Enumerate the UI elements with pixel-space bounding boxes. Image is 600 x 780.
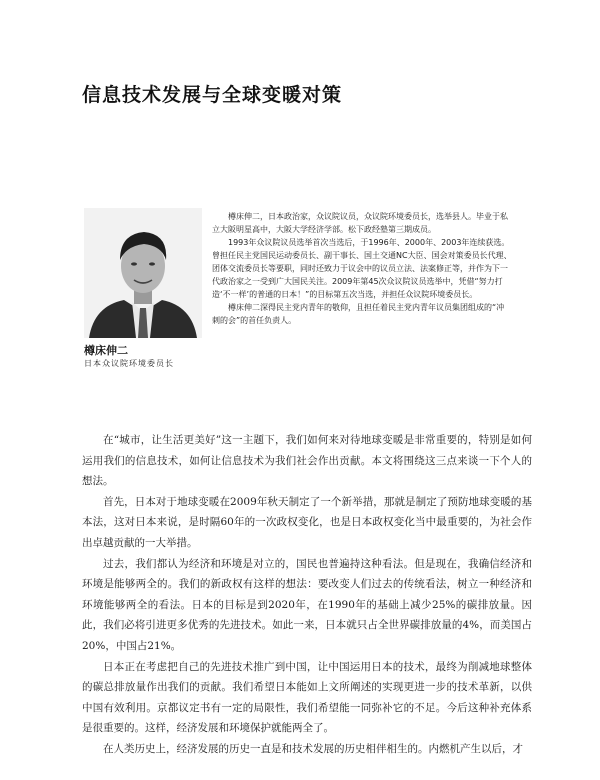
bio-paragraph: 樽床伸二深得民主党内青年的敬仰，且担任着民主党内青年议员集团组成的“冲刺的会”的首任负责人。 xyxy=(212,303,505,325)
author-portrait-image xyxy=(84,208,202,338)
body-paragraph: 日本正在考虑把自己的先进技术推广到中国，让中国运用日本的技术，最终为削减地球整体的碳总排放量作出我们的贡献。我们希望日本能如上文所阐述的实现更进一步的技术革新，以供中国有效利用。京都议定书有一定的局限性，我们希望能一同弥补它的不足。今后这种补充体系是很重要的。这样，经济发展和环境保护就能两全了。 xyxy=(82,660,532,735)
author-name: 樽床伸二 xyxy=(84,344,128,357)
article-body xyxy=(82,430,532,760)
body-paragraph: 首先，日本对于地球变暖在2009年秋天制定了一个新举措，那就是制定了预防地球变暖的基本法，这对日本来说，是时隔60年的一次政权变化，也是日本政权变化当中最重要的，为社会作出卓越贡献的一大举措。 xyxy=(82,495,532,549)
author-photo xyxy=(84,208,202,338)
bio-paragraph: 1993年众议院议员选举首次当选后，于1996年、2000年、2003年连续获选。曾担任民主党国民运动委员长、副干事长、国土交通NC大臣、国会对策委员长代理、团体交流委员长等要职，同时还致力于议会中的议员立法、法案修正等，并作为下一代政治家之一受到广大国民关注。2009年第45次众议院议员选举中，凭借“努力打造‘不一样’的普通的日本！”的目标第五次当选，并担任众议院环境委员长。 xyxy=(212,238,512,299)
article-title: 信息技术发展与全球变暖对策 xyxy=(82,84,343,106)
body-paragraph: 在“城市，让生活更美好”这一主题下，我们如何来对待地球变暖是非常重要的，特别是如何运用我们的信息技术，如何让信息技术为我们社会作出贡献。本文将围绕这三点来谈一下个人的想法。 xyxy=(82,434,532,488)
body-paragraph: 过去，我们都认为经济和环境是对立的，国民也普遍持这种看法。但是现在，我确信经济和环境是能够两全的。我们的新政权有这样的想法：要改变人们过去的传统看法，树立一种经济和环境能够两全的看法。日本的目标是到2020年，在1990年的基础上减少25%的碳排放量。因此，我们必将引进更多优秀的先进技术。如此一来，日本就只占全世界碳排放量的4%，而美国占20%，中国占21%。 xyxy=(82,557,532,652)
author-bio xyxy=(212,210,512,327)
author-role: 日本众议院环境委员长 xyxy=(84,359,174,368)
bio-paragraph: 樽床伸二，日本政治家，众议院议员，众议院环境委员长，选举县人。毕业于私立大阪明星高中，大阪大学经济学部。松下政经塾第三期成员。 xyxy=(212,212,508,234)
body-paragraph: 在人类历史上，经济发展的历史一直是和技术发展的历史相伴相生的。内燃机产生以后，才 xyxy=(103,742,523,755)
